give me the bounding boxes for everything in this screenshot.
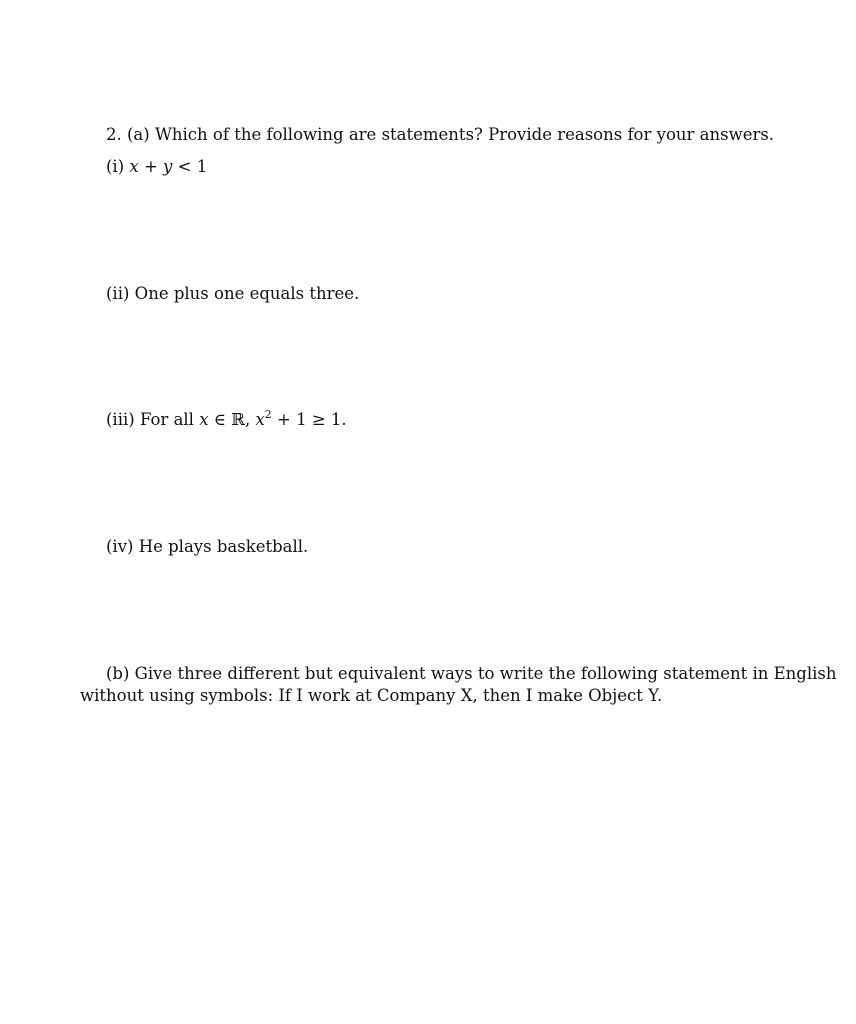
part-iii-label: (iii) For all bbox=[106, 410, 194, 429]
part-iii bbox=[106, 407, 347, 430]
part-b-line-1: (b) Give three different but equivalent ways to write the following statement in English bbox=[106, 664, 837, 683]
plus-sign: + bbox=[143, 157, 158, 176]
part-ii: (ii) One plus one equals three. bbox=[106, 284, 360, 303]
inequality-rest: + 1 ≥ 1. bbox=[277, 410, 347, 429]
number-one: 1 bbox=[196, 157, 208, 176]
question-heading: 2. (a) Which of the following are statements? Provide reasons for your answers. bbox=[106, 125, 775, 144]
var-x-squared bbox=[255, 407, 272, 429]
part-iv: (iv) He plays basketball. bbox=[106, 537, 309, 556]
exponent: 2 bbox=[264, 407, 272, 421]
var-y: y bbox=[163, 157, 173, 176]
var-x: x bbox=[255, 410, 265, 429]
var-x: x bbox=[129, 157, 139, 176]
element-of-sign: ∈ bbox=[213, 410, 226, 429]
real-numbers-symbol: ℝ, bbox=[231, 410, 251, 429]
less-than-sign: < bbox=[177, 157, 192, 176]
part-i-label: (i) bbox=[106, 157, 125, 176]
var-x: x bbox=[199, 410, 209, 429]
part-i bbox=[106, 157, 207, 177]
part-b-line-2: without using symbols: If I work at Company X, then I make Object Y. bbox=[80, 686, 663, 705]
